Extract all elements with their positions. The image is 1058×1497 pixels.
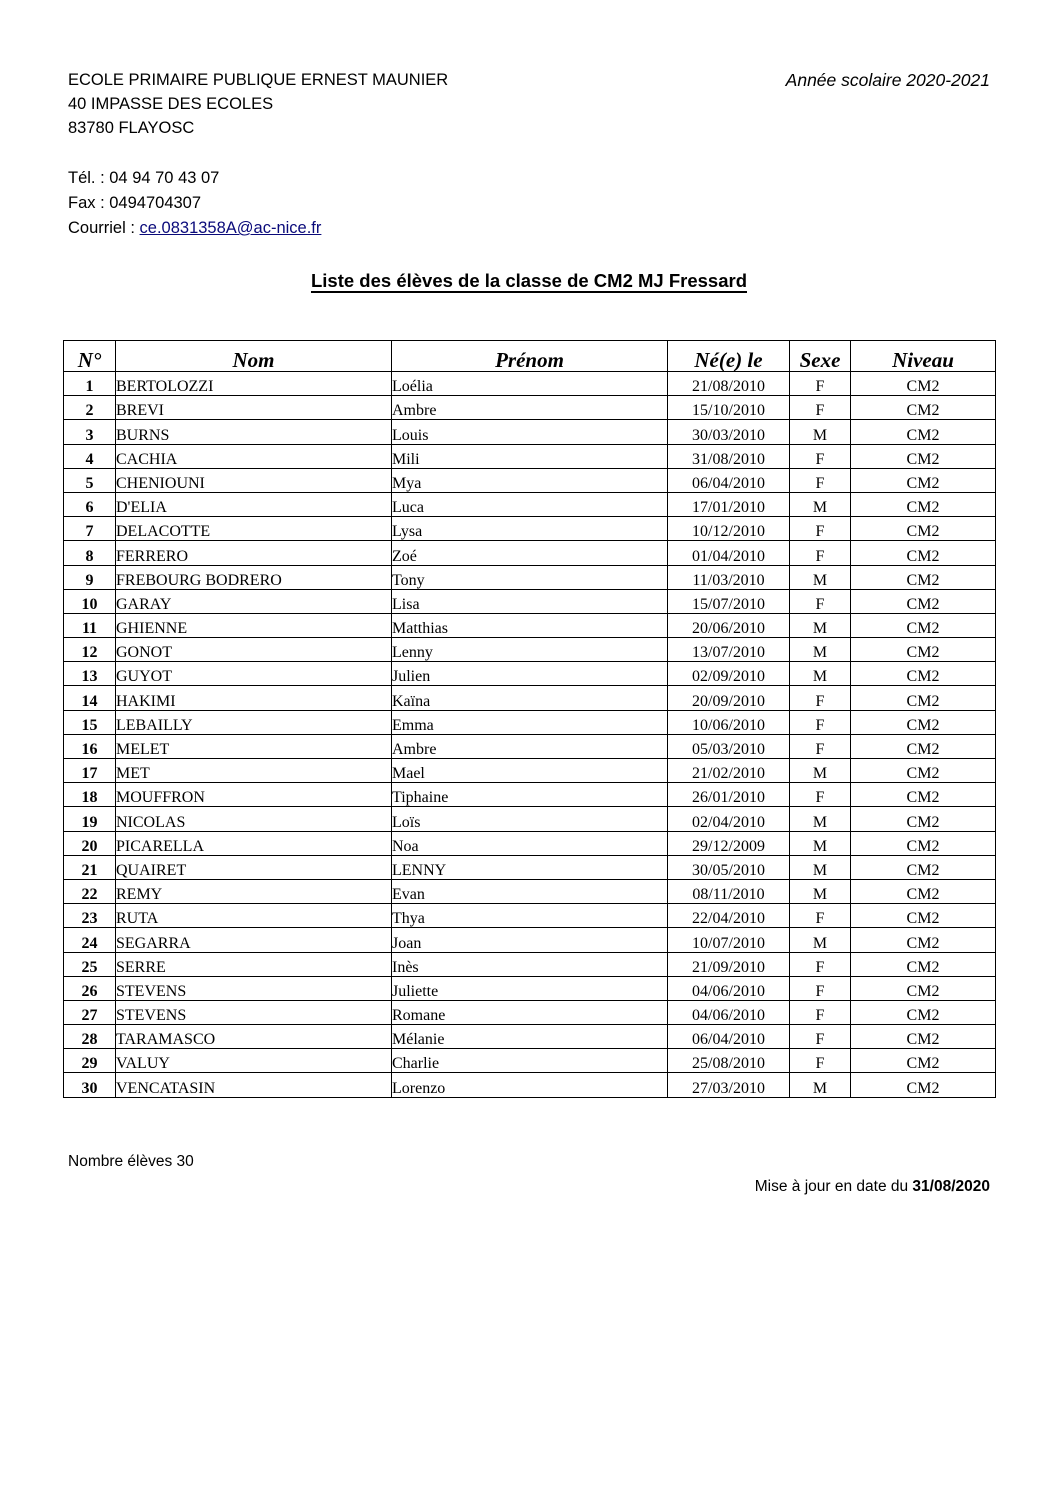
school-city: 83780 FLAYOSC (68, 119, 195, 137)
cell-prenom: Mael (392, 759, 668, 783)
cell-sexe: F (790, 952, 851, 976)
cell-birthdate: 21/09/2010 (668, 952, 790, 976)
cell-number: 26 (64, 976, 116, 1000)
cell-prenom: Inès (392, 952, 668, 976)
table-row (64, 976, 996, 1000)
cell-birthdate: 20/09/2010 (668, 686, 790, 710)
table-row (64, 444, 996, 468)
cell-prenom: Joan (392, 928, 668, 952)
cell-niveau: CM2 (851, 759, 996, 783)
cell-prenom: Thya (392, 904, 668, 928)
cell-number: 8 (64, 541, 116, 565)
cell-sexe: M (790, 565, 851, 589)
cell-birthdate: 05/03/2010 (668, 734, 790, 758)
email-link[interactable]: ce.0831358A@ac-nice.fr (139, 219, 322, 237)
cell-nom: CHENIOUNI (116, 468, 392, 492)
cell-sexe: F (790, 686, 851, 710)
header-birthdate: Né(e) le (668, 341, 790, 372)
student-count: Nombre élèves 30 (68, 1153, 194, 1170)
cell-sexe: F (790, 1025, 851, 1049)
cell-number: 16 (64, 734, 116, 758)
cell-sexe: F (790, 589, 851, 613)
cell-niveau: CM2 (851, 613, 996, 637)
cell-birthdate: 11/03/2010 (668, 565, 790, 589)
cell-nom: GHIENNE (116, 613, 392, 637)
email-label: Courriel : (68, 219, 140, 237)
cell-niveau: CM2 (851, 420, 996, 444)
table-row (64, 396, 996, 420)
school-year: Année scolaire 2020-2021 (785, 70, 990, 90)
update-date: 31/08/2020 (912, 1178, 990, 1195)
cell-nom: PICARELLA (116, 831, 392, 855)
cell-number: 18 (64, 783, 116, 807)
school-email-line (68, 218, 321, 238)
table-row (64, 686, 996, 710)
table-row (64, 541, 996, 565)
cell-niveau: CM2 (851, 904, 996, 928)
cell-birthdate: 21/02/2010 (668, 759, 790, 783)
cell-niveau: CM2 (851, 1025, 996, 1049)
table-row (64, 420, 996, 444)
header-prenom: Prénom (392, 341, 668, 372)
cell-sexe: F (790, 783, 851, 807)
cell-nom: MET (116, 759, 392, 783)
cell-number: 11 (64, 613, 116, 637)
cell-sexe: M (790, 831, 851, 855)
table-row (64, 1073, 996, 1097)
cell-number: 9 (64, 565, 116, 589)
cell-number: 5 (64, 468, 116, 492)
cell-prenom: Charlie (392, 1049, 668, 1073)
cell-number: 22 (64, 879, 116, 903)
school-address: 40 IMPASSE DES ECOLES (68, 95, 274, 113)
cell-birthdate: 20/06/2010 (668, 613, 790, 637)
table-row (64, 662, 996, 686)
cell-prenom: Lenny (392, 638, 668, 662)
cell-niveau: CM2 (851, 807, 996, 831)
cell-niveau: CM2 (851, 492, 996, 516)
cell-birthdate: 02/04/2010 (668, 807, 790, 831)
cell-niveau: CM2 (851, 517, 996, 541)
cell-sexe: M (790, 1073, 851, 1097)
cell-nom: GUYOT (116, 662, 392, 686)
cell-niveau: CM2 (851, 541, 996, 565)
cell-birthdate: 01/04/2010 (668, 541, 790, 565)
table-row (64, 879, 996, 903)
cell-sexe: F (790, 976, 851, 1000)
cell-number: 7 (64, 517, 116, 541)
cell-niveau: CM2 (851, 686, 996, 710)
cell-birthdate: 04/06/2010 (668, 976, 790, 1000)
cell-prenom: Ambre (392, 396, 668, 420)
cell-birthdate: 22/04/2010 (668, 904, 790, 928)
cell-prenom: LENNY (392, 855, 668, 879)
cell-sexe: M (790, 662, 851, 686)
table-header-row (64, 341, 996, 372)
cell-nom: FREBOURG BODRERO (116, 565, 392, 589)
cell-number: 2 (64, 396, 116, 420)
cell-number: 25 (64, 952, 116, 976)
cell-sexe: F (790, 710, 851, 734)
cell-number: 3 (64, 420, 116, 444)
cell-nom: GONOT (116, 638, 392, 662)
cell-number: 23 (64, 904, 116, 928)
cell-sexe: M (790, 492, 851, 516)
table-row (64, 1000, 996, 1024)
cell-birthdate: 06/04/2010 (668, 468, 790, 492)
cell-number: 20 (64, 831, 116, 855)
table-row (64, 492, 996, 516)
cell-nom: MOUFFRON (116, 783, 392, 807)
cell-prenom: Mya (392, 468, 668, 492)
table-row (64, 759, 996, 783)
cell-birthdate: 10/12/2010 (668, 517, 790, 541)
cell-prenom: Noa (392, 831, 668, 855)
cell-niveau: CM2 (851, 372, 996, 396)
table-row (64, 952, 996, 976)
cell-nom: BURNS (116, 420, 392, 444)
cell-niveau: CM2 (851, 879, 996, 903)
cell-niveau: CM2 (851, 1000, 996, 1024)
cell-nom: BREVI (116, 396, 392, 420)
cell-nom: CACHIA (116, 444, 392, 468)
cell-birthdate: 29/12/2009 (668, 831, 790, 855)
cell-prenom: Mili (392, 444, 668, 468)
cell-sexe: M (790, 638, 851, 662)
cell-prenom: Juliette (392, 976, 668, 1000)
cell-birthdate: 08/11/2010 (668, 879, 790, 903)
cell-niveau: CM2 (851, 565, 996, 589)
page-title-text: Liste des élèves de la classe de CM2 MJ Fressard (310, 270, 747, 291)
cell-niveau: CM2 (851, 444, 996, 468)
cell-number: 29 (64, 1049, 116, 1073)
student-table (63, 340, 996, 1098)
cell-nom: RUTA (116, 904, 392, 928)
cell-nom: LEBAILLY (116, 710, 392, 734)
cell-niveau: CM2 (851, 734, 996, 758)
table-row (64, 831, 996, 855)
cell-nom: FERRERO (116, 541, 392, 565)
header-niveau: Niveau (851, 341, 996, 372)
cell-niveau: CM2 (851, 662, 996, 686)
cell-nom: VENCATASIN (116, 1073, 392, 1097)
cell-sexe: M (790, 807, 851, 831)
cell-nom: D'ELIA (116, 492, 392, 516)
cell-birthdate: 17/01/2010 (668, 492, 790, 516)
cell-birthdate: 02/09/2010 (668, 662, 790, 686)
cell-prenom: Louis (392, 420, 668, 444)
school-phone: Tél. : 04 94 70 43 07 (68, 169, 220, 187)
cell-niveau: CM2 (851, 952, 996, 976)
table-row (64, 807, 996, 831)
table-row (64, 855, 996, 879)
cell-sexe: F (790, 468, 851, 492)
cell-prenom: Loïs (392, 807, 668, 831)
cell-number: 10 (64, 589, 116, 613)
table-row (64, 565, 996, 589)
cell-prenom: Luca (392, 492, 668, 516)
cell-birthdate: 31/08/2010 (668, 444, 790, 468)
table-row (64, 1049, 996, 1073)
cell-nom: VALUY (116, 1049, 392, 1073)
cell-birthdate: 25/08/2010 (668, 1049, 790, 1073)
cell-sexe: F (790, 372, 851, 396)
table-row (64, 638, 996, 662)
cell-niveau: CM2 (851, 855, 996, 879)
cell-sexe: M (790, 420, 851, 444)
cell-prenom: Mélanie (392, 1025, 668, 1049)
cell-niveau: CM2 (851, 1049, 996, 1073)
cell-prenom: Romane (392, 1000, 668, 1024)
cell-nom: GARAY (116, 589, 392, 613)
table-row (64, 372, 996, 396)
cell-birthdate: 30/05/2010 (668, 855, 790, 879)
header-number: N° (64, 341, 116, 372)
cell-niveau: CM2 (851, 396, 996, 420)
cell-nom: TARAMASCO (116, 1025, 392, 1049)
cell-sexe: F (790, 1049, 851, 1073)
cell-prenom: Lorenzo (392, 1073, 668, 1097)
cell-sexe: F (790, 1000, 851, 1024)
cell-prenom: Tony (392, 565, 668, 589)
cell-nom: STEVENS (116, 1000, 392, 1024)
cell-niveau: CM2 (851, 589, 996, 613)
cell-prenom: Evan (392, 879, 668, 903)
cell-birthdate: 30/03/2010 (668, 420, 790, 444)
update-label: Mise à jour en date du (754, 1178, 913, 1195)
page-title (0, 270, 1058, 292)
cell-number: 12 (64, 638, 116, 662)
table-row (64, 734, 996, 758)
cell-birthdate: 04/06/2010 (668, 1000, 790, 1024)
cell-sexe: M (790, 855, 851, 879)
cell-number: 13 (64, 662, 116, 686)
header-sexe: Sexe (790, 341, 851, 372)
cell-prenom: Lysa (392, 517, 668, 541)
cell-nom: HAKIMI (116, 686, 392, 710)
cell-birthdate: 10/06/2010 (668, 710, 790, 734)
cell-prenom: Tiphaine (392, 783, 668, 807)
cell-niveau: CM2 (851, 928, 996, 952)
cell-niveau: CM2 (851, 710, 996, 734)
cell-birthdate: 26/01/2010 (668, 783, 790, 807)
cell-number: 24 (64, 928, 116, 952)
cell-number: 1 (64, 372, 116, 396)
cell-nom: SERRE (116, 952, 392, 976)
cell-prenom: Kaïna (392, 686, 668, 710)
cell-niveau: CM2 (851, 976, 996, 1000)
cell-birthdate: 21/08/2010 (668, 372, 790, 396)
cell-birthdate: 13/07/2010 (668, 638, 790, 662)
cell-number: 27 (64, 1000, 116, 1024)
cell-sexe: M (790, 879, 851, 903)
cell-nom: BERTOLOZZI (116, 372, 392, 396)
cell-number: 15 (64, 710, 116, 734)
cell-prenom: Matthias (392, 613, 668, 637)
cell-sexe: F (790, 444, 851, 468)
cell-number: 17 (64, 759, 116, 783)
cell-number: 6 (64, 492, 116, 516)
cell-sexe: M (790, 928, 851, 952)
cell-niveau: CM2 (851, 638, 996, 662)
cell-nom: DELACOTTE (116, 517, 392, 541)
cell-niveau: CM2 (851, 783, 996, 807)
school-fax: Fax : 0494704307 (68, 194, 202, 212)
cell-number: 14 (64, 686, 116, 710)
table-row (64, 928, 996, 952)
table-row (64, 468, 996, 492)
table-body (64, 372, 996, 1098)
cell-sexe: F (790, 541, 851, 565)
cell-number: 4 (64, 444, 116, 468)
cell-birthdate: 27/03/2010 (668, 1073, 790, 1097)
cell-nom: REMY (116, 879, 392, 903)
cell-sexe: F (790, 517, 851, 541)
cell-nom: MELET (116, 734, 392, 758)
table-row (64, 783, 996, 807)
update-date-line (755, 1178, 990, 1196)
cell-birthdate: 06/04/2010 (668, 1025, 790, 1049)
cell-sexe: M (790, 759, 851, 783)
cell-prenom: Lisa (392, 589, 668, 613)
cell-prenom: Emma (392, 710, 668, 734)
cell-sexe: F (790, 734, 851, 758)
cell-birthdate: 15/10/2010 (668, 396, 790, 420)
cell-number: 21 (64, 855, 116, 879)
cell-prenom: Loélia (392, 372, 668, 396)
table-row (64, 904, 996, 928)
cell-nom: QUAIRET (116, 855, 392, 879)
cell-birthdate: 10/07/2010 (668, 928, 790, 952)
cell-number: 30 (64, 1073, 116, 1097)
cell-birthdate: 15/07/2010 (668, 589, 790, 613)
table-row (64, 589, 996, 613)
cell-sexe: F (790, 904, 851, 928)
cell-number: 28 (64, 1025, 116, 1049)
cell-nom: STEVENS (116, 976, 392, 1000)
cell-prenom: Ambre (392, 734, 668, 758)
cell-sexe: F (790, 396, 851, 420)
table-row (64, 1025, 996, 1049)
cell-number: 19 (64, 807, 116, 831)
table-row (64, 517, 996, 541)
table-row (64, 613, 996, 637)
cell-niveau: CM2 (851, 1073, 996, 1097)
cell-prenom: Zoé (392, 541, 668, 565)
cell-niveau: CM2 (851, 468, 996, 492)
cell-prenom: Julien (392, 662, 668, 686)
cell-nom: SEGARRA (116, 928, 392, 952)
cell-nom: NICOLAS (116, 807, 392, 831)
table-row (64, 710, 996, 734)
school-name: ECOLE PRIMAIRE PUBLIQUE ERNEST MAUNIER (68, 71, 449, 89)
header-nom: Nom (116, 341, 392, 372)
cell-sexe: M (790, 613, 851, 637)
cell-niveau: CM2 (851, 831, 996, 855)
